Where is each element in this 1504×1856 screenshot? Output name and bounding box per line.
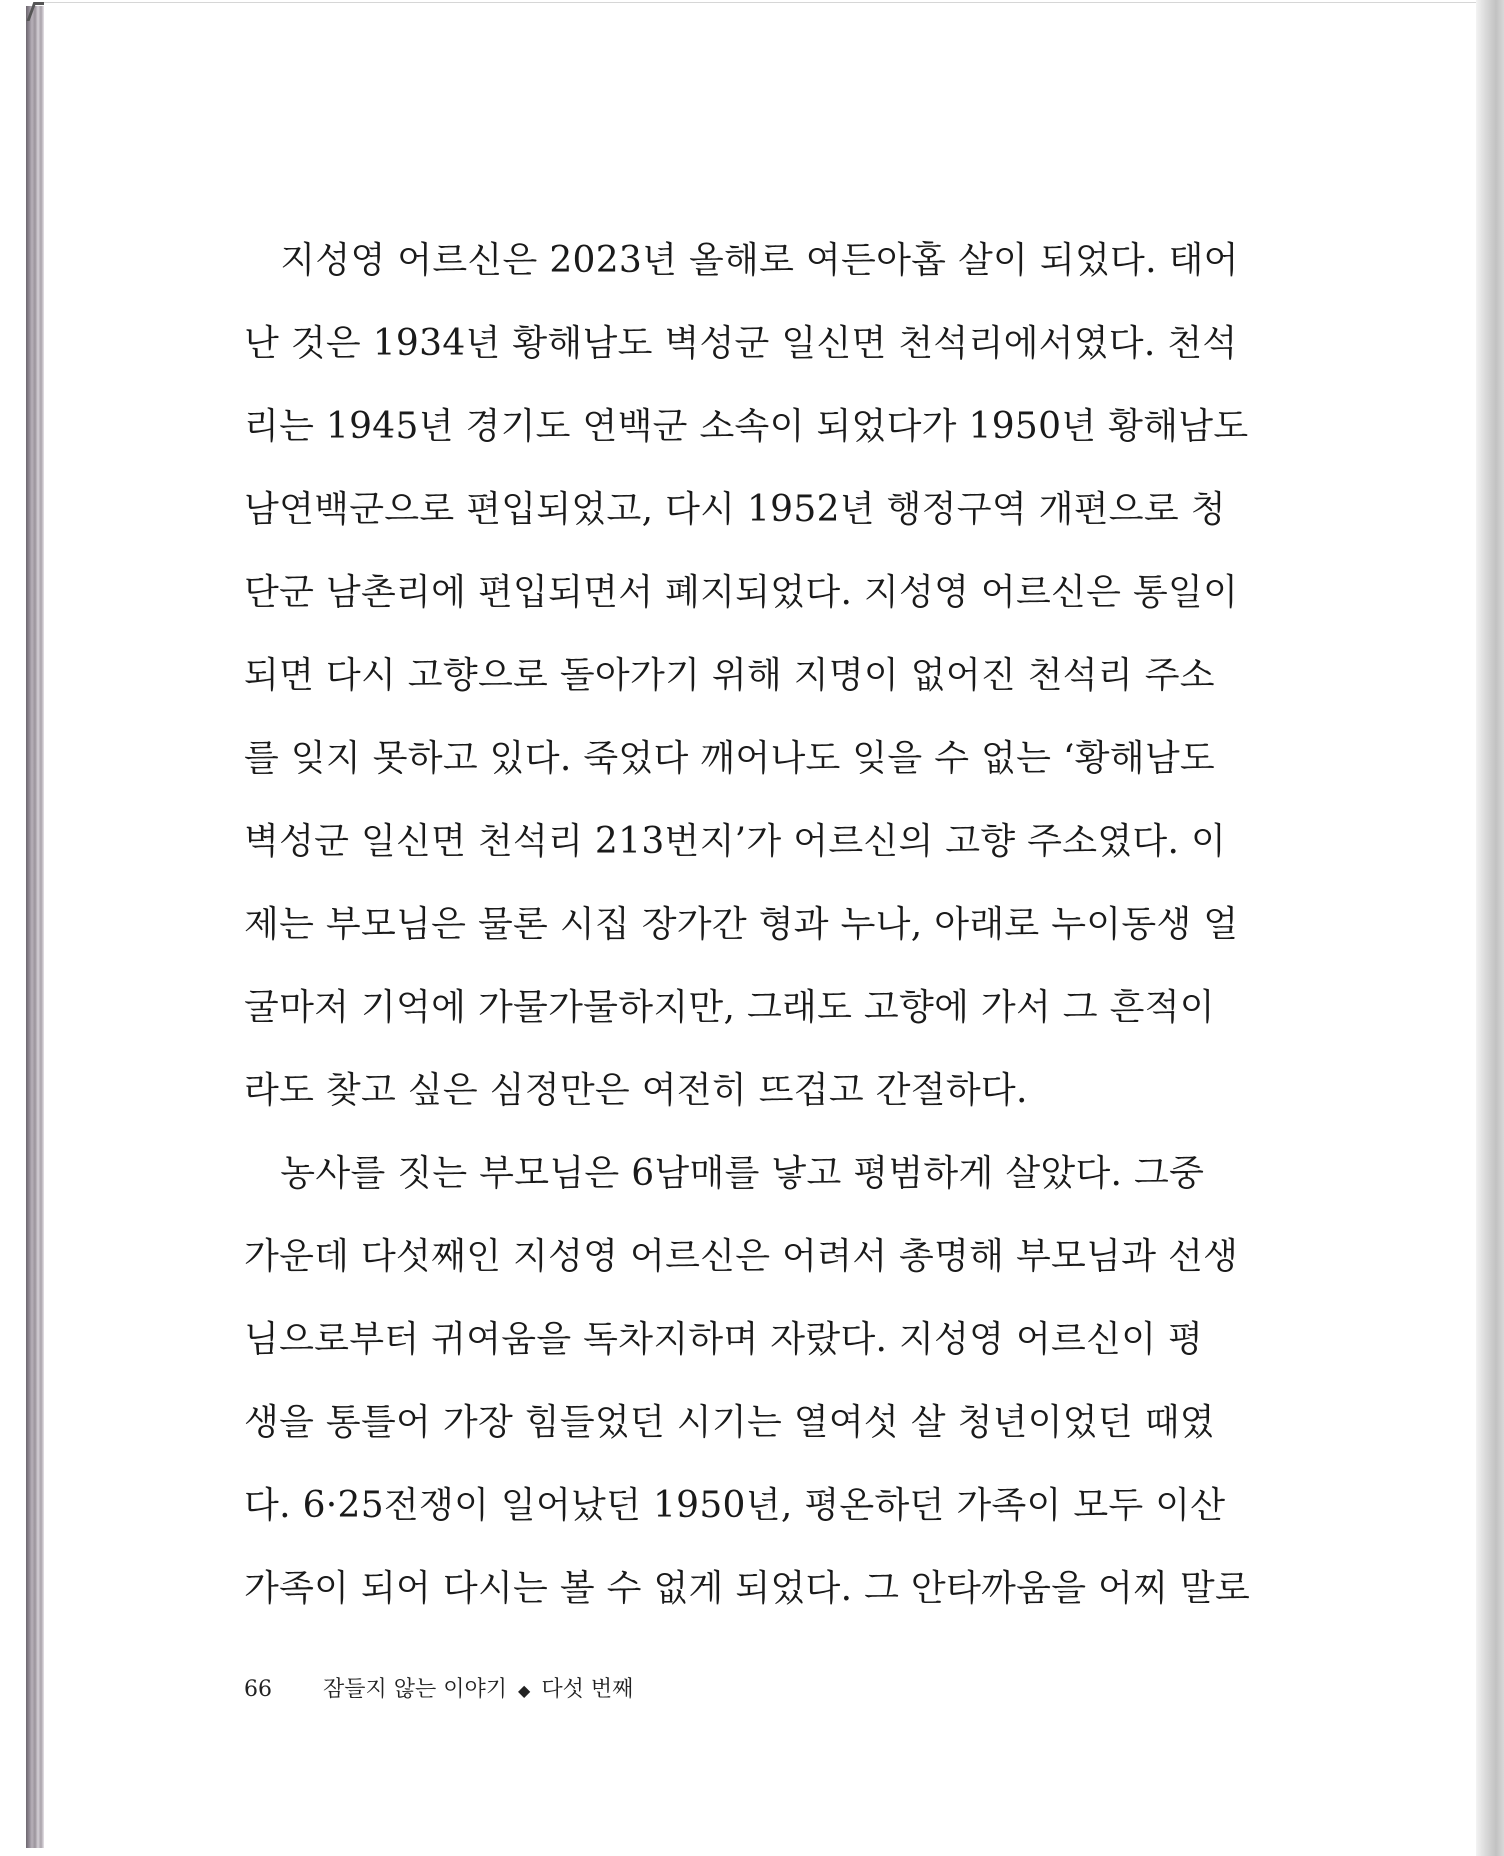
text-line: 라도 찾고 싶은 심정만은 여전히 뜨겁고 간절하다. [244,1070,1028,1111]
text-line: 남연백군으로 편입되었고, 다시 1952년 행정구역 개편으로 청 [244,489,1226,530]
text-line: 난 것은 1934년 황해남도 벽성군 일신면 천석리에서였다. 천석 [244,323,1238,364]
book-title: 잠들지 않는 이야기 [323,1677,508,1702]
text-line: 되면 다시 고향으로 돌아가기 위해 지명이 없어진 천석리 주소 [244,655,1215,696]
book-page-edges [26,6,46,1848]
text-line: 벽성군 일신면 천석리 213번지’가 어르신의 고향 주소였다. 이 [244,821,1227,862]
text-line: 를 잊지 못하고 있다. 죽었다 깨어나도 잊을 수 없는 ‘황해남도 [244,738,1216,779]
page-number: 66 [244,1677,272,1702]
text-line: 생을 통틀어 가장 힘들었던 시기는 열여섯 살 청년이었던 때였 [244,1402,1215,1443]
text-line: 굴마저 기억에 가물가물하지만, 그래도 고향에 가서 그 흔적이 [244,987,1215,1028]
text-line: 지성영 어르신은 2023년 올해로 여든아홉 살이 되었다. 태어 [244,240,1239,281]
section-label: 다섯 번째 [541,1677,634,1702]
page-gutter-shadow [1476,0,1504,1856]
text-line: 가족이 되어 다시는 볼 수 없게 되었다. 그 안타까움을 어찌 말로 [244,1568,1251,1609]
text-line: 농사를 짓는 부모님은 6남매를 낳고 평범하게 살았다. 그중 [244,1153,1205,1194]
text-line: 님으로부터 귀여움을 독차지하며 자랐다. 지성영 어르신이 평 [244,1319,1204,1360]
text-line: 단군 남촌리에 편입되면서 폐지되었다. 지성영 어르신은 통일이 [244,572,1239,613]
text-line: 다. 6·25전쟁이 일어났던 1950년, 평온하던 가족이 모두 이산 [244,1485,1226,1526]
text-line: 가운데 다섯째인 지성영 어르신은 어려서 총명해 부모님과 선생 [244,1236,1239,1277]
page-footer [244,1672,633,1703]
text-line: 제는 부모님은 물론 시집 장가간 형과 누나, 아래로 누이동생 얼 [244,904,1239,945]
text-line: 리는 1945년 경기도 연백군 소속이 되었다가 1950년 황해남도 [244,406,1249,447]
diamond-separator: ◆ [518,1681,531,1700]
body-text [244,219,1251,1630]
